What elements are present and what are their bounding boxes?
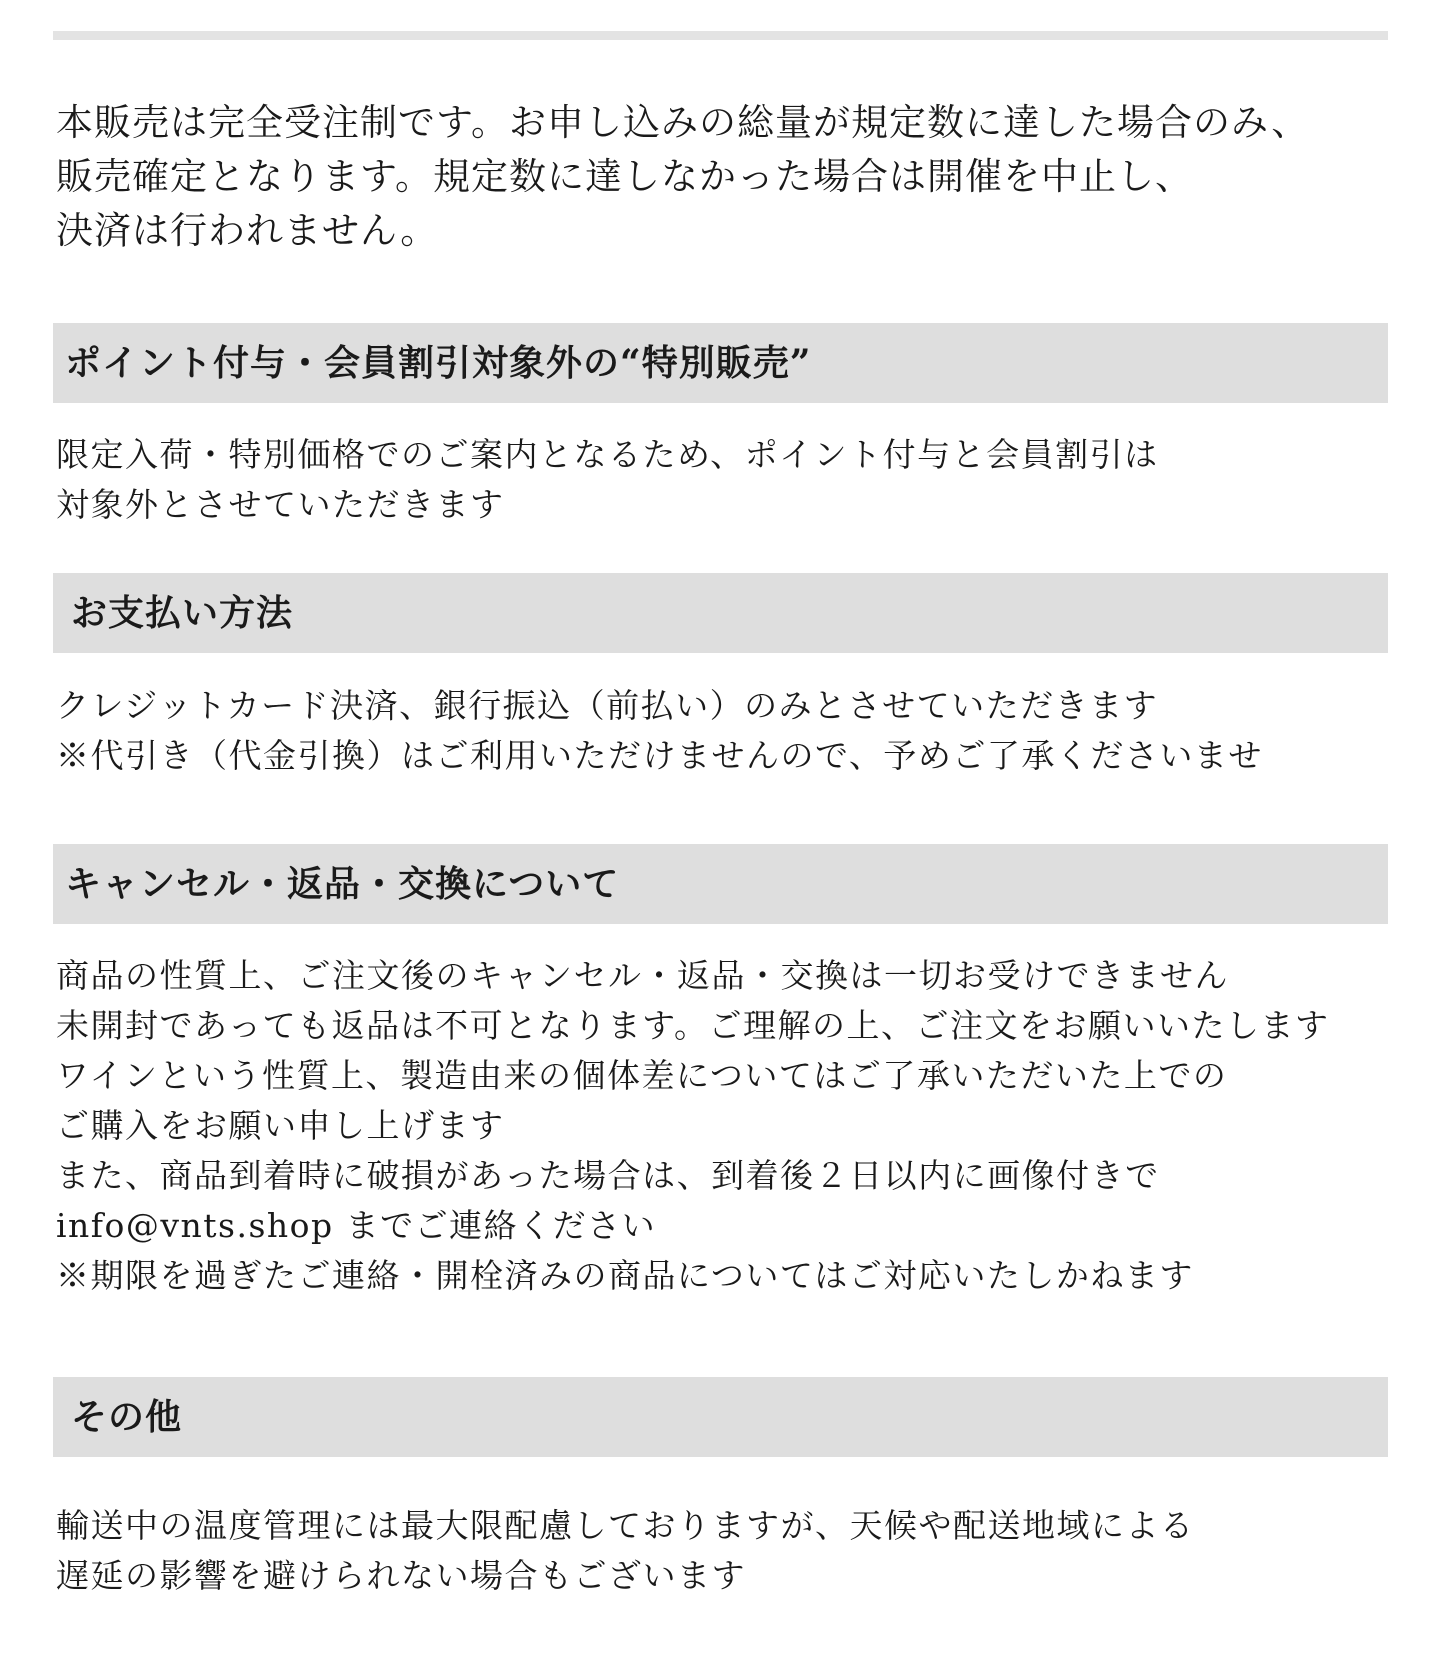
body-line: また、商品到着時に破損があった場合は、到着後２日以内に画像付きで [56,1156,1160,1195]
body-line: 未開封であっても返品は不可となります。ご理解の上、ご注文をお願いいたします [56,1006,1330,1045]
section-title-special-sale: ポイント付与・会員割引対象外の“特別販売” [65,342,812,384]
body-line: 限定入荷・特別価格でのご案内となるため、ポイント付与と会員割引は [56,435,1159,474]
intro-line: 販売確定となります。規定数に達しなかった場合は開催を中止し、 [56,155,1194,198]
body-line: ワインという性質上、製造由来の個体差についてはご了承いただいた上での [56,1056,1228,1095]
body-line: クレジットカード決済、銀行振込（前払い）のみとさせていただきます [56,686,1159,725]
section-body-other [56,1501,1396,1601]
top-divider [53,31,1388,40]
body-line: ※期限を過ぎたご連絡・開栓済みの商品についてはご対応いたしかねます [56,1256,1194,1295]
section-heading-bar [53,844,1388,924]
section-body-cancellation [56,951,1396,1301]
body-line: 輸送中の温度管理には最大限配慮しておりますが、天候や配送地域による [56,1506,1195,1545]
section-title-cancellation: キャンセル・返品・交換について [65,863,620,905]
body-line: 商品の性質上、ご注文後のキャンセル・返品・交換は一切お受けできません [56,956,1229,995]
section-body-payment [56,681,1396,781]
section-title-payment: お支払い方法 [71,592,294,634]
intro-line: 本販売は完全受注制です。お申し込みの総量が規定数に達した場合のみ、 [56,101,1310,144]
intro-line: 決済は行われません。 [56,209,439,252]
section-body-special-sale [56,430,1396,530]
body-line: ※代引き（代金引換）はご利用いただけませんので、予めご了承くださいませ [56,736,1263,775]
body-line: ご購入をお願い申し上げます [56,1106,505,1145]
section-title-other: その他 [71,1396,183,1438]
section-heading-bar [53,1377,1388,1457]
body-line: 遅延の影響を避けられない場合もございます [56,1556,746,1595]
body-line: 対象外とさせていただきます [56,485,505,524]
body-line-contact-email: info@vnts.shop までご連絡ください [56,1206,657,1245]
section-heading-bar [53,573,1388,653]
intro-paragraph [56,96,1396,258]
section-heading-bar [53,323,1388,403]
